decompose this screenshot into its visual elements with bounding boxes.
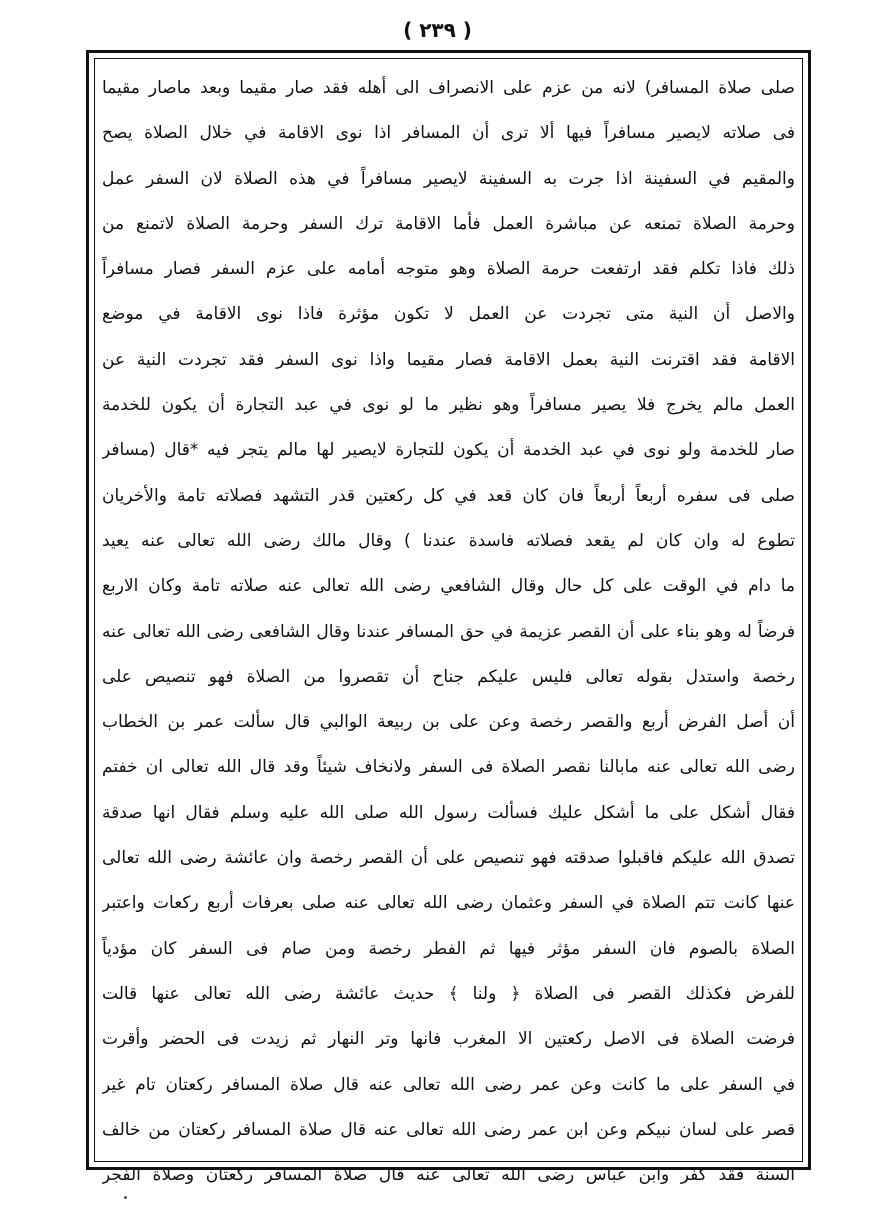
text-line: قصر على لسان نبيكم وعن ابن عمر رضى الله تعالى عنه قال صلاة المسافر ركعتان من خالف: [102, 1119, 795, 1140]
text-line: فى صلاته لايصير مسافراً فيها ألا ترى أن المسافر اذا نوى الاقامة في خلال الصلاة يصح: [102, 123, 795, 144]
text-line: في السفر على ما كانت وعن عمر رضى الله تعالى عنه قال صلاة المسافر ركعتان تام غير: [102, 1074, 795, 1095]
text-line: صار للخدمة ولو نوى في عبد الخدمة أن يكون للتجارة لايصير لها مالم يتجر فيه *قال (مسافر: [102, 440, 795, 461]
text-line: تصدق الله عليكم فاقبلوا صدقته فهو تنصيص على أن القصر رخصة وان عائشة رضى الله تعالى: [102, 848, 795, 869]
text-line: الصلاة بالصوم فان السفر مؤثر فيها ثم الفطر رخصة ومن صام فى السفر كان مؤدياً: [102, 938, 795, 959]
text-line: ذلك فاذا تكلم فقد ارتفعت حرمة الصلاة وهو متوجه أمامه على عزم السفر فصار مسافراً: [102, 259, 795, 280]
text-line: السنة فقد كفر وابن عباس رضى الله تعالى عنه قال صلاة المسافر ركعتان وصلاة الفجر: [102, 1165, 795, 1186]
text-line: ما دام في الوقت على كل حال وقال الشافعي رضى الله تعالى عنه صلاته تامة وكان الاربع: [102, 576, 795, 597]
scan-speck: [124, 1196, 127, 1199]
text-line: وحرمة الصلاة تمنعه عن مباشرة العمل فأما الاقامة ترك السفر وحرمة الصلاة لاتمنع من: [102, 213, 795, 234]
text-body: [102, 66, 795, 1186]
text-line: للفرض فكذلك القصر فى الصلاة ﴿ ولنا ﴾ حديث عائشة رضى الله تعالى عنها قالت: [102, 983, 795, 1004]
text-line: صلى صلاة المسافر) لانه من عزم على الانصراف الى أهله فقد صار مقيما وبعد ماصار مقيما: [102, 78, 795, 98]
text-line: رخصة واستدل بقوله تعالى فليس عليكم جناح أن تقصروا من الصلاة فهو تنصيص على: [102, 666, 795, 687]
text-line: العمل مالم يخرج فلا يصير مسافراً وهو نظير ما لو نوى في عبد التجارة أن يكون للخدمة: [102, 395, 795, 416]
text-line: رضى الله تعالى عنه مابالنا نقصر الصلاة فى السفر ولانخاف شيئاً وقد قال الله تعالى ان خفتم: [102, 757, 795, 778]
text-line: عنها كانت تتم الصلاة في السفر وعثمان رضى الله تعالى عنه صلى بعرفات أربع ركعات واعتبر: [102, 893, 795, 914]
text-line: فرضت الصلاة فى الاصل ركعتين الا المغرب فانها وتر النهار ثم زيدت فى الحضر وأقرت: [102, 1029, 795, 1050]
text-line: الاقامة فقد اقترنت النية بعمل الاقامة فصار مقيما واذا نوى السفر فقد تجردت النية عن: [102, 349, 795, 370]
text-line: فقال أشكل على ما أشكل عليك فسألت رسول الله صلى الله عليه وسلم فقال انها صدقة: [102, 802, 795, 823]
text-line: فرضاً له وهو بناء على أن القصر عزيمة في حق المسافر عندنا وقال الشافعى رضى الله تعالى عنه: [102, 621, 795, 642]
text-line: تطوع له وان كان لم يقعد فصلاته فاسدة عندنا ) وقال مالك رضى الله تعالى عنه يعيد: [102, 530, 795, 551]
text-line: والاصل أن النية متى تجردت عن العمل لا تكون مؤثرة فاذا نوى الاقامة في موضع: [102, 304, 795, 325]
text-line: والمقيم في السفينة اذا جرت به السفينة لايصير مسافراً في هذه الصلاة لان السفر عمل: [102, 168, 795, 189]
page-number: ( ٢٣٩ ): [403, 18, 472, 42]
text-line: صلى فى سفره أربعاً أربعاً فان كان قعد في كل ركعتين قدر التشهد فصلاته تامة والأخريان: [102, 485, 795, 506]
text-line: أن أصل الفرض أربع والقصر رخصة وعن على بن ربيعة الوالبي قال سألت عمر بن الخطاب: [102, 712, 795, 733]
